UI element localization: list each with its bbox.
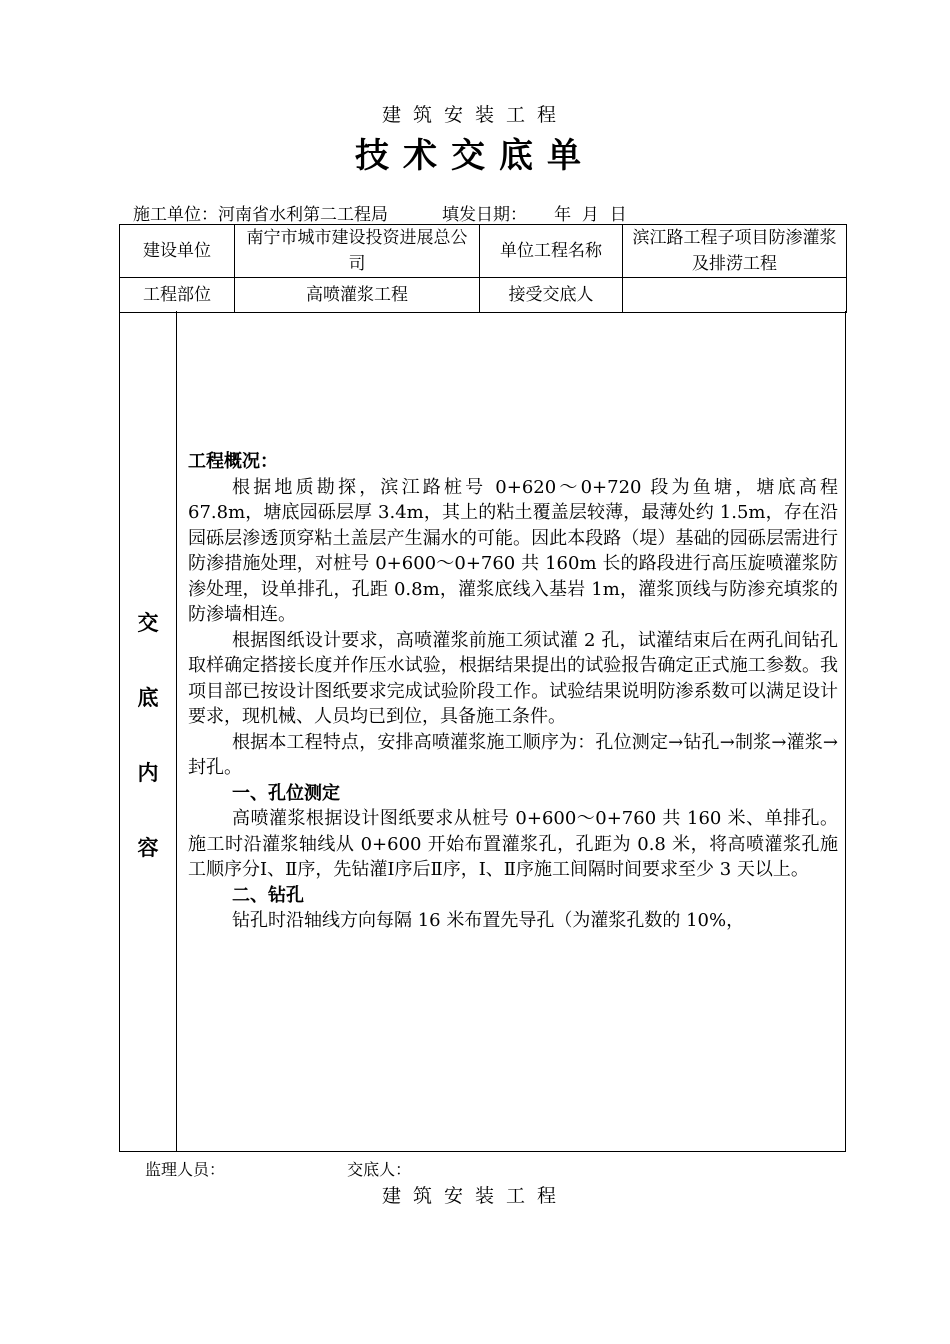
table-row [120, 278, 847, 313]
section-heading: 一、孔位测定 [232, 782, 340, 804]
info-table [119, 224, 847, 313]
footer-signatures [145, 1157, 411, 1180]
document-subtitle: 建筑安装工程 [381, 104, 568, 126]
unit-project-label: 单位工程名称 [480, 225, 623, 278]
side-label-char: 容 [137, 835, 159, 860]
project-part-label: 工程部位 [120, 278, 235, 313]
meta-line [133, 200, 627, 225]
discloser-label: 交底人： [347, 1160, 412, 1179]
paragraph: 根据地质勘探，滨江路桩号 0+620～0+720 段为鱼塘，塘底高程 67.8m，塘底园砾层厚 3.4m，其上的粘土覆盖层较薄，最薄处约 1.5m，存在沿园砾层渗透顶穿粘土盖层产生漏水的可能。因此本段路（堤）基础的园砾层需进行防渗措施处理，对桩号 0+600～0+760 共 160m 长的路段进行高压旋喷灌浆防渗处理，设单排孔，孔距 0.8m，灌浆底线入基岩 1m，灌浆顶线与防渗充填浆的防渗墙相连。 [188, 476, 838, 625]
receiver-label: 接受交底人 [480, 278, 623, 313]
build-unit-label: 建设单位 [120, 225, 235, 278]
document-title: 技术交底单 [355, 136, 595, 176]
footer-title: 建筑安装工程 [381, 1185, 568, 1207]
issue-date-label: 填发日期： [442, 205, 528, 225]
section-heading: 二、钻孔 [232, 884, 304, 906]
supervisor-label: 监理人员： [145, 1160, 226, 1179]
disclosure-text [188, 449, 838, 934]
receiver-value [623, 278, 847, 313]
paragraph: 根据图纸设计要求，高喷灌浆前施工须试灌 2 孔，试灌结束后在两孔间钻孔取样确定搭接长度并作压水试验，根据结果提出的试验报告确定正式施工参数。我项目部已按设计图纸要求完成试验阶段工作。试验结果说明防渗系数可以满足设计要求，现机械、人员均已到位，具备施工条件。 [188, 629, 838, 727]
issue-date-value: 年 月 日 [554, 205, 627, 225]
paragraph: 根据本工程特点，安排高喷灌浆施工顺序为：孔位测定→钻孔→制浆→灌浆→封孔。 [188, 731, 838, 778]
side-label-char: 底 [137, 685, 159, 710]
table-row [120, 225, 847, 278]
construction-unit-value: 河南省水利第二工程局 [218, 205, 388, 225]
construction-unit-label: 施工单位： [133, 205, 218, 225]
paragraph: 钻孔时沿轴线方向每隔 16 米布置先导孔（为灌浆孔数的 10%， [232, 910, 745, 931]
disclosure-content-box [119, 311, 846, 1152]
build-unit-value: 南宁市城市建设投资进展总公司 [235, 225, 480, 278]
side-label-char: 交 [137, 610, 159, 635]
paragraph: 高喷灌浆根据设计图纸要求从桩号 0+600～0+760 共 160 米、单排孔。施工时沿灌浆轴线从 0+600 开始布置灌浆孔，孔距为 0.8 米，将高喷灌浆孔施工顺序分Ⅰ、Ⅱ序，先钻灌Ⅰ序后Ⅱ序，Ⅰ、Ⅱ序施工间隔时间要求至少 3 天以上。 [188, 808, 838, 880]
project-part-value: 高喷灌浆工程 [235, 278, 480, 313]
side-label-char: 内 [137, 760, 159, 785]
side-label [120, 311, 177, 1151]
overview-heading: 工程概况： [188, 451, 278, 472]
unit-project-value: 滨江路工程子项目防渗灌浆及排涝工程 [623, 225, 847, 278]
